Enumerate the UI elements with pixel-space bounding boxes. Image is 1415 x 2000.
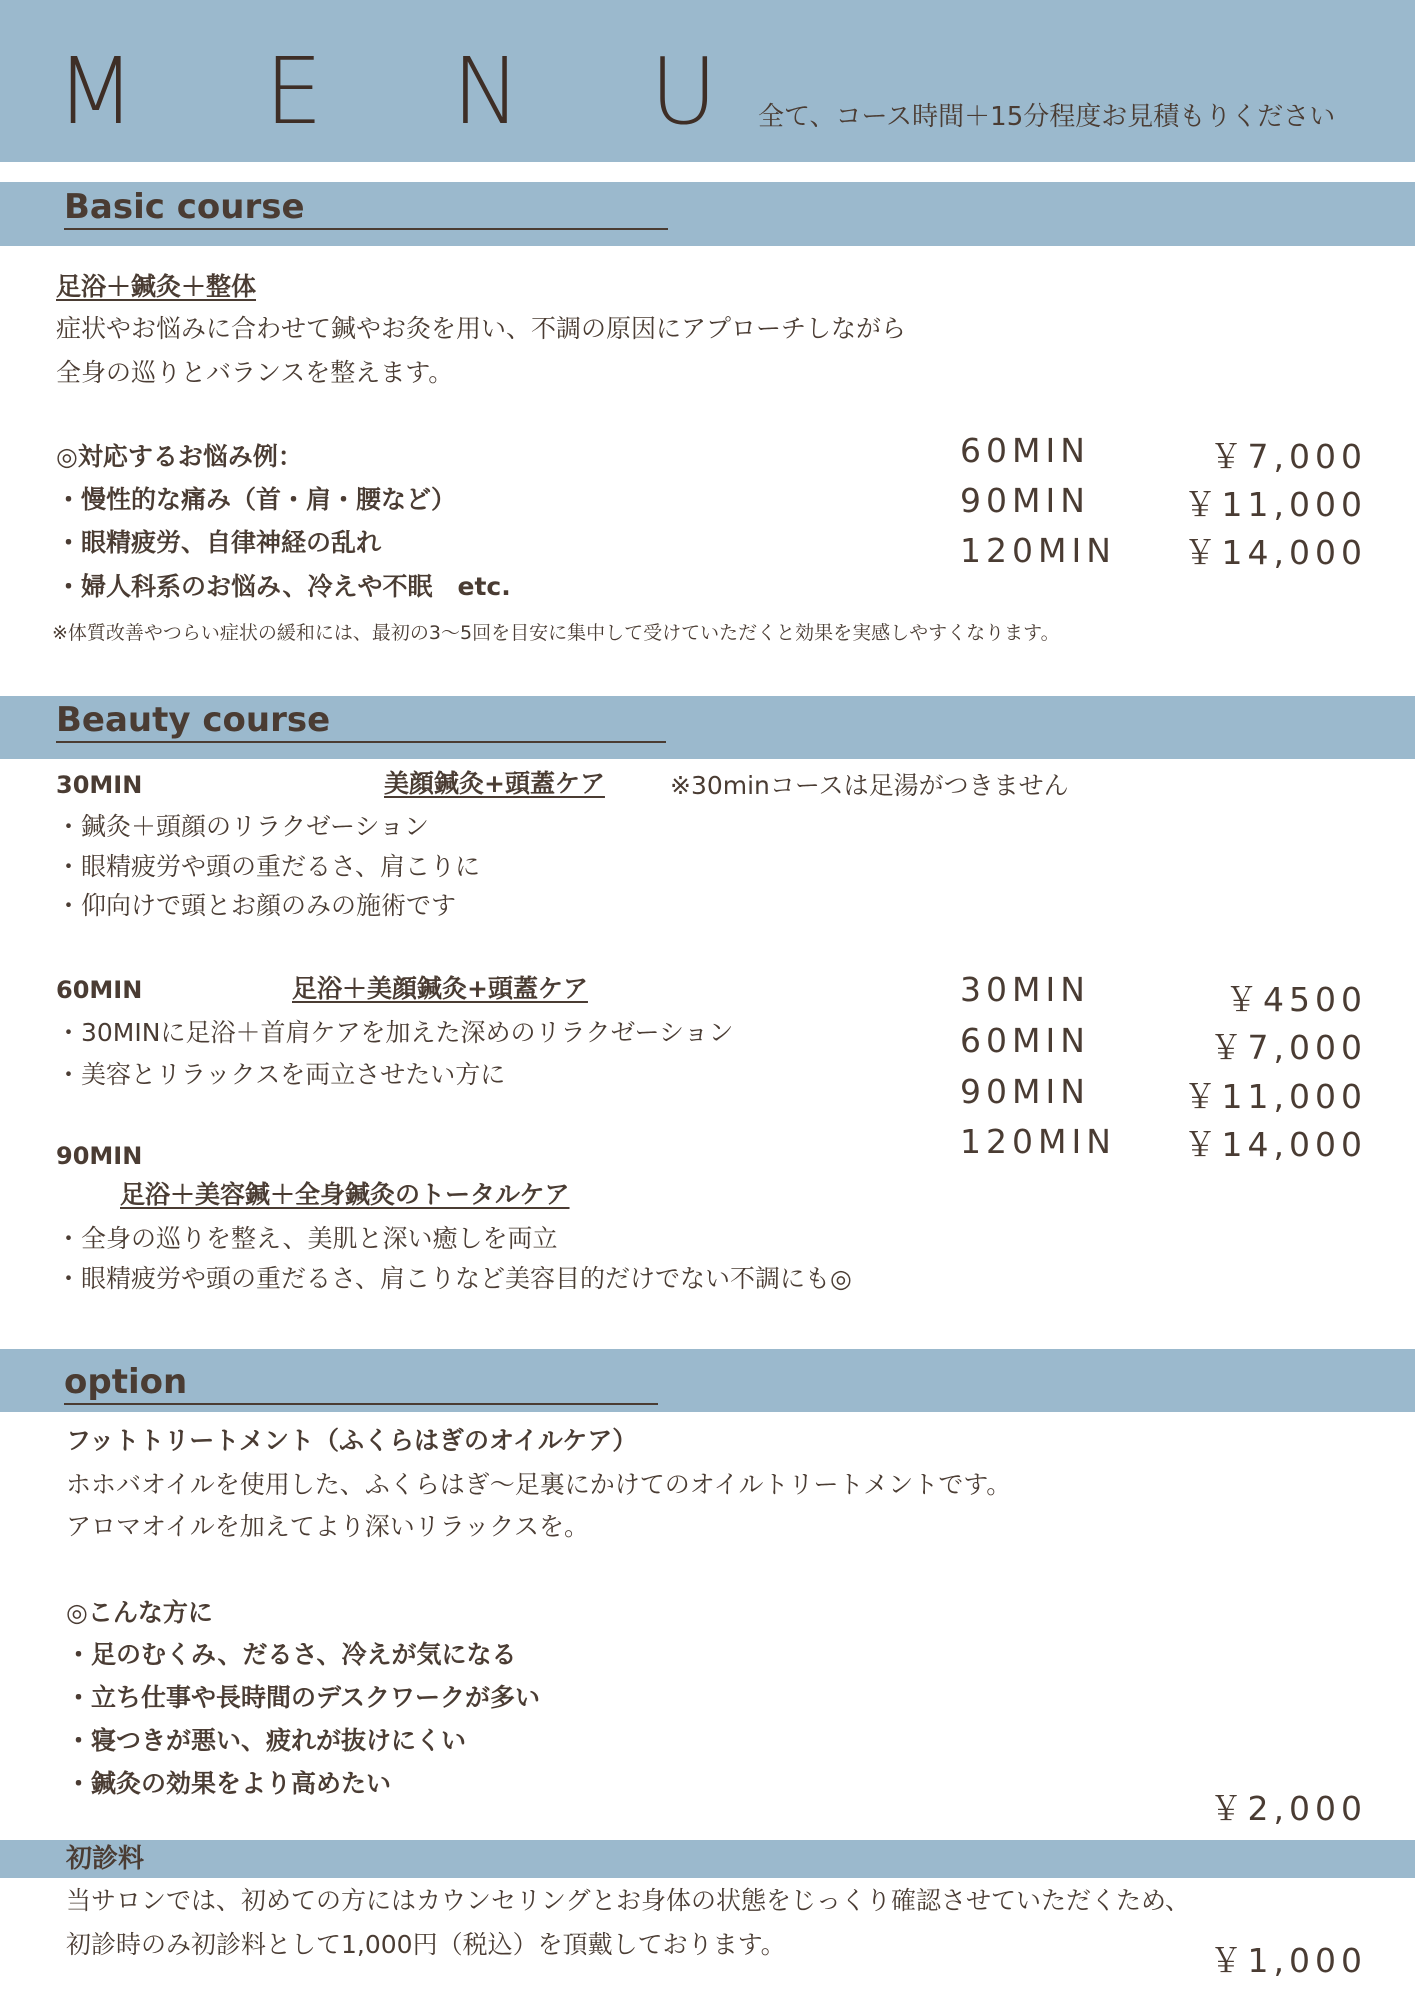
- option-for-title: ◎こんな方に: [66, 1598, 213, 1627]
- option-for-4: ・鍼灸の効果をより高めたい: [66, 1769, 392, 1798]
- basic-time-1: 60MIN: [960, 431, 1090, 470]
- option-desc-1: ホホバオイルを使用した、ふくらはぎ〜足裏にかけてのオイルトリートメントです。: [66, 1470, 1012, 1499]
- beauty-60-name: 足浴＋美顔鍼灸+頭蓋ケア: [292, 974, 588, 1003]
- beauty-time-1: 30MIN: [960, 970, 1090, 1009]
- beauty-30-name: 美顔鍼灸+頭蓋ケア: [384, 769, 605, 798]
- basic-section-title: [64, 189, 668, 230]
- first-visit-price: ￥1,000: [1209, 1941, 1367, 1980]
- first-visit-line-1: 当サロンでは、初めての方にはカウンセリングとお身体の状態をじっくり確認させていただくため、: [66, 1886, 1191, 1915]
- option-section-title: [64, 1364, 658, 1405]
- first-visit-title: 初診料: [66, 1844, 145, 1874]
- beauty-60-label: 60MIN: [56, 976, 143, 1004]
- basic-title-text: Basic course: [64, 187, 305, 227]
- beauty-price-2: ￥7,000: [1209, 1028, 1367, 1067]
- beauty-60-line-1: ・30MINに足浴＋首肩ケアを加えた深めのリラクゼーション: [56, 1018, 734, 1047]
- beauty-price-4: ￥14,000: [1183, 1125, 1367, 1164]
- basic-desc-1: 症状やお悩みに合わせて鍼やお灸を用い、不調の原因にアプローチしながら: [56, 314, 907, 343]
- basic-note: ※体質改善やつらい症状の緩和には、最初の3〜5回を目安に集中して受けていただくと効果を実感しやすくなります。: [52, 622, 1060, 644]
- beauty-90-name: 足浴＋美容鍼＋全身鍼灸のトータルケア: [120, 1180, 570, 1209]
- beauty-time-2: 60MIN: [960, 1021, 1090, 1060]
- option-for-3: ・寝つきが悪い、疲れが抜けにくい: [66, 1726, 467, 1755]
- basic-price-3: ￥14,000: [1183, 533, 1367, 572]
- beauty-60-line-2: ・美容とリラックスを両立させたい方に: [56, 1060, 506, 1089]
- beauty-time-3: 90MIN: [960, 1072, 1090, 1111]
- beauty-section-title: [56, 702, 666, 743]
- beauty-time-4: 120MIN: [960, 1122, 1116, 1161]
- beauty-90-line-1: ・全身の巡りを整え、美肌と深い癒しを両立: [56, 1224, 558, 1253]
- basic-time-2: 90MIN: [960, 481, 1090, 520]
- beauty-price-1: ￥4500: [1225, 980, 1367, 1019]
- beauty-90-line-2: ・眼精疲労や頭の重だるさ、肩こりなど美容目的だけでない不調にも◎: [56, 1264, 852, 1293]
- basic-price-2: ￥11,000: [1183, 485, 1367, 524]
- option-price: ￥2,000: [1209, 1789, 1367, 1828]
- first-visit-line-2: 初診時のみ初診料として1,000円（税込）を頂戴しております。: [66, 1930, 786, 1959]
- option-title-text: option: [64, 1362, 188, 1402]
- beauty-30-line-3: ・仰向けで頭とお顔のみの施術です: [56, 891, 457, 920]
- beauty-30-note: ※30minコースは足湯がつきません: [670, 771, 1069, 800]
- beauty-90-label: 90MIN: [56, 1142, 143, 1170]
- basic-concern-2: ・眼精疲労、自律神経の乱れ: [56, 528, 382, 557]
- basic-concerns-title: ◎対応するお悩み例：: [56, 442, 303, 471]
- option-for-2: ・立ち仕事や長時間のデスクワークが多い: [66, 1683, 541, 1712]
- menu-title: M E N U: [56, 38, 768, 145]
- beauty-title-text: Beauty course: [56, 700, 331, 740]
- basic-time-3: 120MIN: [960, 531, 1116, 570]
- basic-concern-1: ・慢性的な痛み（首・肩・腰など）: [56, 485, 457, 514]
- beauty-30-line-1: ・鍼灸＋頭顔のリラクゼーション: [56, 812, 430, 841]
- beauty-30-line-2: ・眼精疲労や頭の重だるさ、肩こりに: [56, 852, 481, 881]
- beauty-30-label: 30MIN: [56, 771, 143, 799]
- option-desc-2: アロマオイルを加えてより深いリラックスを。: [66, 1512, 590, 1541]
- option-for-1: ・足のむくみ、だるさ、冷えが気になる: [66, 1640, 517, 1669]
- beauty-price-3: ￥11,000: [1183, 1077, 1367, 1116]
- first-visit-band: [0, 1840, 1415, 1878]
- basic-concern-3: ・婦人科系のお悩み、冷えや不眠 etc.: [56, 572, 511, 601]
- option-heading: フットトリートメント（ふくらはぎのオイルケア）: [66, 1426, 638, 1455]
- basic-price-1: ￥7,000: [1209, 437, 1367, 476]
- header-note: 全て、コース時間＋15分程度お見積もりください: [758, 102, 1336, 132]
- basic-desc-2: 全身の巡りとバランスを整えます。: [56, 358, 454, 387]
- basic-heading: 足浴＋鍼灸＋整体: [56, 272, 257, 301]
